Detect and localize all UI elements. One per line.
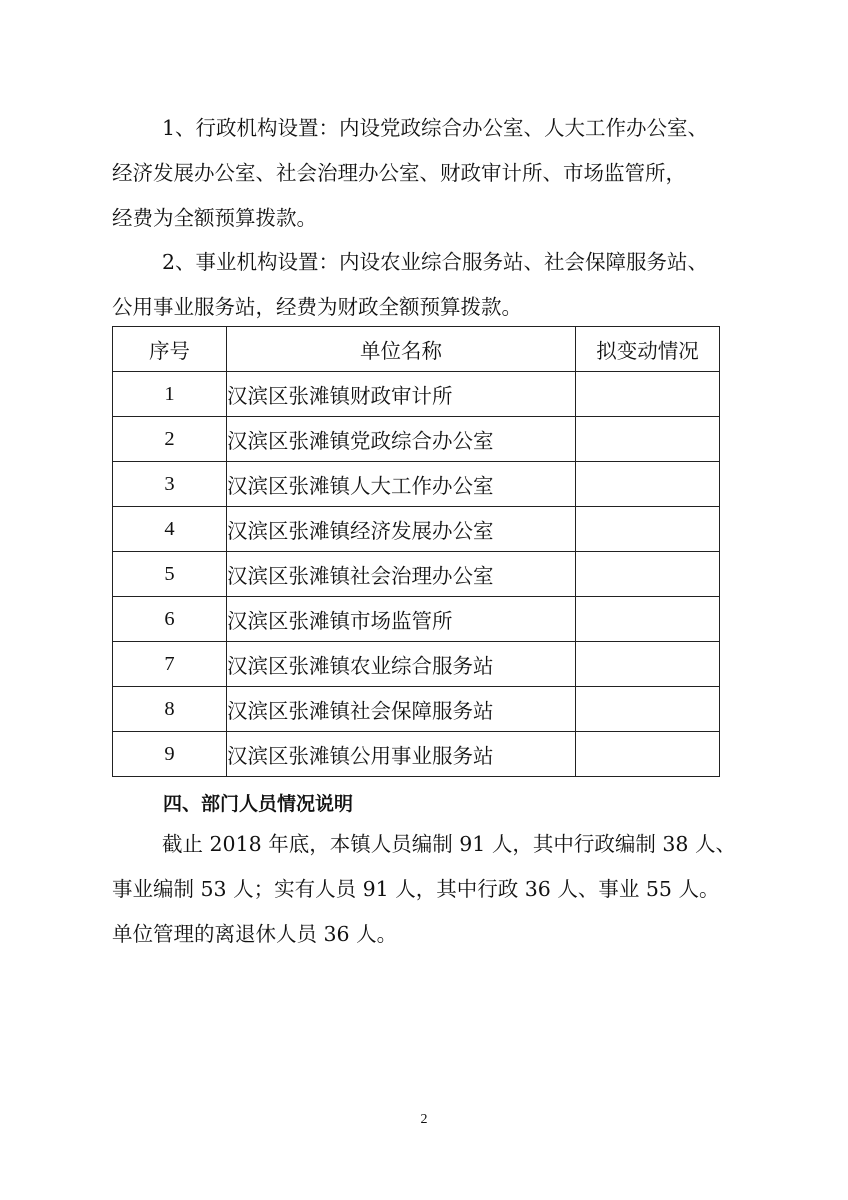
paragraph-line: 2、事业机构设置：内设农业综合服务站、社会保障服务站、 — [162, 250, 709, 274]
page-number: 2 — [420, 1112, 428, 1127]
table-row — [113, 507, 720, 552]
table-row — [113, 462, 720, 507]
unit-name-cell: 汉滨区张滩镇社会治理办公室 — [227, 552, 576, 597]
serial-cell: 9 — [113, 732, 227, 777]
unit-name-cell: 汉滨区张滩镇市场监管所 — [227, 597, 576, 642]
paragraph-line: 经费为全额预算拨款。 — [112, 206, 317, 230]
change-cell — [576, 552, 720, 597]
paragraph-line: 经济发展办公室、社会治理办公室、财政审计所、市场监管所， — [112, 161, 686, 185]
unit-name-cell: 汉滨区张滩镇经济发展办公室 — [227, 507, 576, 552]
serial-cell: 1 — [113, 372, 227, 417]
unit-name-cell: 汉滨区张滩镇农业综合服务站 — [227, 642, 576, 687]
change-cell — [576, 597, 720, 642]
paragraph-line: 单位管理的离退休人员 36 人。 — [112, 922, 398, 946]
serial-cell: 5 — [113, 552, 227, 597]
unit-name-cell: 汉滨区张滩镇社会保障服务站 — [227, 687, 576, 732]
unit-name-cell: 汉滨区张滩镇人大工作办公室 — [227, 462, 576, 507]
serial-cell: 2 — [113, 417, 227, 462]
change-cell — [576, 462, 720, 507]
unit-name-cell: 汉滨区张滩镇党政综合办公室 — [227, 417, 576, 462]
table-row — [113, 732, 720, 777]
serial-cell: 6 — [113, 597, 227, 642]
table-row — [113, 642, 720, 687]
paragraph-line: 截止 2018 年底，本镇人员编制 91 人，其中行政编制 38 人、 — [162, 832, 736, 856]
change-cell — [576, 732, 720, 777]
paragraph-line: 公用事业服务站，经费为财政全额预算拨款。 — [112, 295, 522, 319]
admin-setup-paragraph — [112, 106, 752, 241]
change-cell — [576, 507, 720, 552]
table-row — [113, 687, 720, 732]
change-cell — [576, 642, 720, 687]
serial-cell: 7 — [113, 642, 227, 687]
table-row — [113, 417, 720, 462]
unit-name-cell: 汉滨区张滩镇公用事业服务站 — [227, 732, 576, 777]
table-row — [113, 597, 720, 642]
table-row — [113, 372, 720, 417]
serial-cell: 4 — [113, 507, 227, 552]
unit-name-cell: 汉滨区张滩镇财政审计所 — [227, 372, 576, 417]
serial-cell: 3 — [113, 462, 227, 507]
paragraph-line: 1、行政机构设置：内设党政综合办公室、人大工作办公室、 — [162, 116, 709, 140]
change-cell — [576, 417, 720, 462]
change-cell — [576, 687, 720, 732]
units-table — [112, 326, 720, 777]
staffing-paragraph — [112, 822, 752, 957]
table-row — [113, 552, 720, 597]
header-serial: 序号 — [113, 327, 227, 372]
paragraph-line: 事业编制 53 人；实有人员 91 人，其中行政 36 人、事业 55 人。 — [112, 877, 720, 901]
header-unit-name: 单位名称 — [227, 327, 576, 372]
change-cell — [576, 372, 720, 417]
institution-setup-paragraph — [112, 240, 752, 330]
section-heading: 四、部门人员情况说明 — [163, 793, 354, 815]
table-header-row — [113, 327, 720, 372]
serial-cell: 8 — [113, 687, 227, 732]
header-planned-change: 拟变动情况 — [576, 327, 720, 372]
